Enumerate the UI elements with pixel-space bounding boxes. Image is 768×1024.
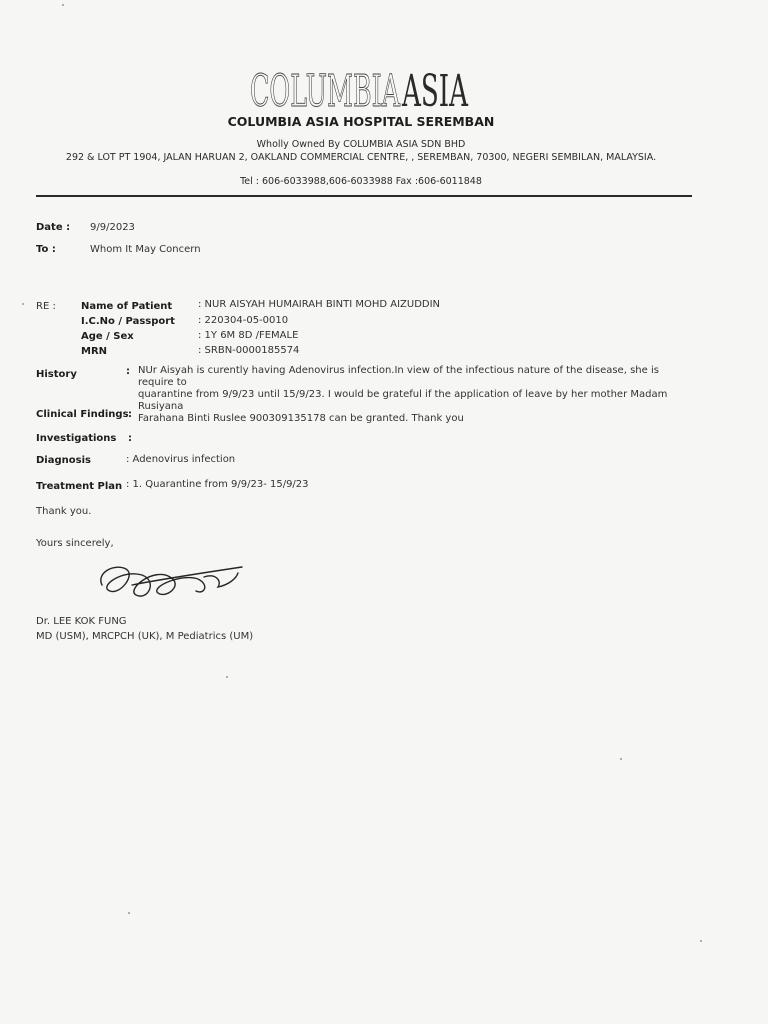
history-label: History <box>36 369 77 380</box>
hospital-address: 292 & LOT PT 1904, JALAN HARUAN 2, OAKLAND COMMERCIAL CENTRE, , SEREMBAN, 70300, NEGERI SEMBILAN, MALAYSIA. <box>65 152 657 163</box>
age-sex-label: Age / Sex <box>81 331 134 342</box>
scan-speck <box>22 303 24 305</box>
investigations-label: Investigations <box>36 433 117 444</box>
scan-speck <box>620 758 622 760</box>
doctor-credentials: MD (USM), MRCPCH (UK), M Pediatrics (UM) <box>36 631 254 642</box>
history-line: Farahana Binti Ruslee 900309135178 can be granted. Thank you <box>138 413 464 424</box>
thank-you-text: Thank you. <box>36 506 92 517</box>
clinical-findings-colon: : <box>128 409 132 420</box>
doctor-name: Dr. LEE KOK FUNG <box>36 616 127 627</box>
mrn-value: : SRBN-0000185574 <box>198 345 300 356</box>
scan-speck <box>62 4 64 6</box>
investigations-colon: : <box>128 433 132 444</box>
scan-speck <box>226 676 228 678</box>
age-sex-value: : 1Y 6M 8D /FEMALE <box>198 330 299 341</box>
history-line: quarantine from 9/9/23 until 15/9/23. I would be grateful if the application of leave by her mother Madam Rusiyana <box>138 389 668 412</box>
history-colon: : <box>126 366 130 377</box>
diagnosis-label: Diagnosis <box>36 455 91 466</box>
ic-value: : 220304-05-0010 <box>198 315 289 326</box>
diagnosis-value: : Adenovirus infection <box>126 454 236 465</box>
history-text <box>138 365 678 425</box>
hospital-name: COLUMBIA ASIA HOSPITAL SEREMBAN <box>227 114 495 129</box>
header-divider <box>36 195 692 197</box>
re-label: RE : <box>36 301 56 312</box>
columbia-asia-logo <box>248 62 470 112</box>
svg-text:ASIA: ASIA <box>401 66 469 112</box>
patient-name-label: Name of Patient <box>81 301 173 312</box>
yours-sincerely-text: Yours sincerely, <box>36 538 114 549</box>
clinical-findings-label: Clinical Findings <box>36 409 129 420</box>
date-label: Date : <box>36 222 71 233</box>
patient-name-value: : NUR AISYAH HUMAIRAH BINTI MOHD AIZUDDIN <box>198 299 441 310</box>
history-line: NUr Aisyah is curently having Adenovirus infection.In view of the infectious nature of the disease, she is require to <box>138 365 659 388</box>
to-value: Whom It May Concern <box>90 244 201 255</box>
svg-text:COLUMBIA: COLUMBIA <box>250 66 401 112</box>
treatment-plan-label: Treatment Plan <box>36 481 123 492</box>
doctor-signature <box>92 555 252 605</box>
ic-label: I.C.No / Passport <box>81 316 175 327</box>
owned-by-line: Wholly Owned By COLUMBIA ASIA SDN BHD <box>256 139 466 150</box>
treatment-plan-value: : 1. Quarantine from 9/9/23- 15/9/23 <box>126 479 309 490</box>
mrn-label: MRN <box>81 346 108 357</box>
scan-speck <box>128 912 130 914</box>
date-value: 9/9/2023 <box>90 222 135 233</box>
to-label: To : <box>36 244 56 255</box>
contact-line: Tel : 606-6033988,606-6033988 Fax :606-6011848 <box>240 176 482 187</box>
scan-speck <box>700 940 702 942</box>
